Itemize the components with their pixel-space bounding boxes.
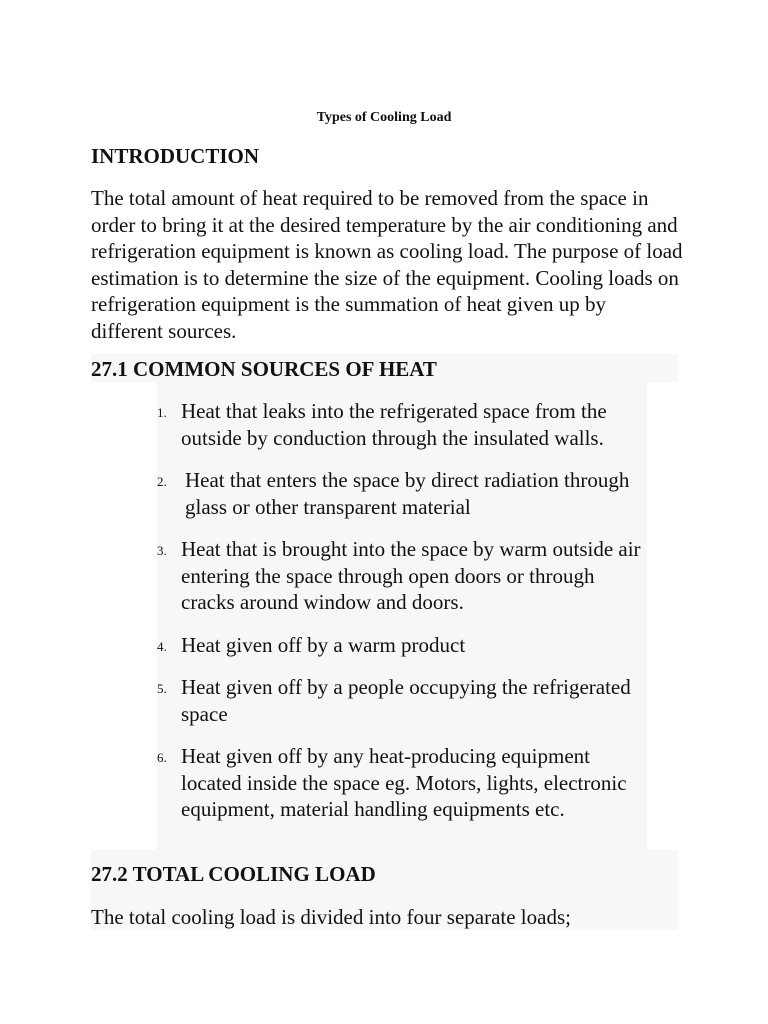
list-item-text: Heat given off by a people occupying the refrigerated space [181, 675, 631, 726]
list-item-text: Heat that leaks into the refrigerated space from the outside by conduction through the insulated walls. [181, 399, 607, 450]
list-item-text: Heat given off by any heat-producing equipment located inside the space eg. Motors, lights, electronic equipment, material handling equipments etc. [181, 744, 627, 821]
list-item-number: 2. [157, 474, 167, 489]
list-item-number: 3. [157, 543, 167, 558]
list-item [157, 674, 647, 727]
list-item [157, 743, 647, 823]
list-item-text: Heat that is brought into the space by warm outside air entering the space through open doors or through cracks around window and doors. [181, 537, 641, 614]
list-item [157, 467, 647, 520]
list-item-number: 1. [157, 405, 167, 420]
list-item-number: 4. [157, 638, 167, 654]
list-item-number: 6. [157, 750, 167, 765]
list-item [157, 632, 647, 659]
section-1-heading: 27.1 COMMON SOURCES OF HEAT [91, 357, 437, 381]
list-item-number: 5. [157, 681, 167, 696]
list-item [157, 398, 647, 451]
introduction-paragraph: The total amount of heat required to be removed from the space in order to bring it at the desired temperature by the air conditioning and refrigeration equipment is known as cooling load. The purpose of load estimation is to determine the size of the equipment. Cooling loads on refrigeration equipment is the summation of heat given up by different sources. [91, 186, 683, 343]
list-item-text: Heat given off by a warm product [181, 632, 466, 657]
introduction-heading: INTRODUCTION [91, 144, 260, 168]
list-item [157, 536, 647, 616]
document-title: Types of Cooling Load [316, 110, 452, 125]
section-2-heading: 27.2 TOTAL COOLING LOAD [91, 862, 376, 886]
section-2-paragraph: The total cooling load is divided into four separate loads; [91, 905, 571, 929]
list-item-text: Heat that enters the space by direct radiation through glass or other transparent material [185, 468, 630, 519]
heat-sources-list [157, 398, 647, 839]
